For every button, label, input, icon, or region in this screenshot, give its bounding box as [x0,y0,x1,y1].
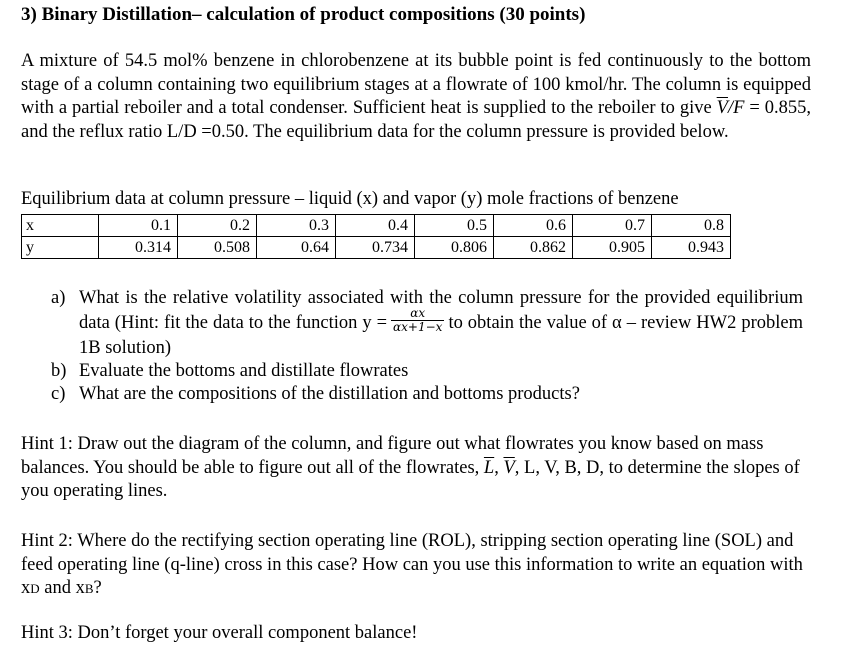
question-b-text: Evaluate the bottoms and distillate flowrates [79,361,409,381]
question-a [51,287,803,360]
xb-base: x [75,578,85,598]
problem-statement [21,50,811,144]
table-cell: 0.2 [178,215,257,237]
xd-base: x [21,578,31,598]
question-b [51,360,803,383]
question-a-label: a) [51,288,66,308]
intro-text-2: , and the reflux ratio L/D =0.50. The equilibrium data for the column pressure is provided below. [21,98,812,142]
vapor-boilup-symbol: $\overline{V}$ [716,98,728,118]
fit-function-fraction [391,307,444,334]
table-cell: 0.508 [178,237,257,259]
table-cell: 0.5 [415,215,494,237]
table-cell: 0.905 [573,237,652,259]
ratio-value: = 0.855 [744,98,807,118]
hint-1 [21,433,811,504]
hint-1-text: Hint 1: Draw out the diagram of the column, and figure out what flowrates you know based on mass balances. You should be able to figure out all of the flowrates, [21,434,764,478]
ratio-separator: / [727,98,734,118]
vapor-bar-symbol: $\overline{V}$ [503,457,515,478]
table-cell: 0.314 [99,237,178,259]
xd-subscript: D [30,581,40,596]
table-row-x [22,215,731,237]
table-cell: 0.4 [336,215,415,237]
xb-subscript: B [84,581,94,596]
row-label-y: y [22,237,99,259]
problem-heading: 3) Binary Distillation– calculation of product compositions (30 points) [21,4,586,25]
question-c [51,383,803,406]
equilibrium-table [21,214,731,259]
table-caption: Equilibrium data at column pressure – liquid (x) and vapor (y) mole fractions of benzene [21,189,679,209]
fraction-denominator: αx+1−x [393,320,443,334]
table-cell: 0.8 [652,215,731,237]
question-a-text-1: What is the relative volatility associated with the column pressure for the provided equilibrium data (Hint: fit the data to the function y = [79,288,803,333]
table-cell: 0.3 [257,215,336,237]
table-cell: 0.943 [652,237,731,259]
intro-text-1: A mixture of 54.5 mol% benzene in chlorobenzene at its bubble point is fed continuously to the bottom stage of a column containing two equilibrium stages at a flowrate of 100 kmol/hr. The column is equipped with a partial reboiler and a total condenser. Sufficient heat is supplied to the reboiler to give [21,51,811,118]
hint-2-and: and [39,578,76,598]
table-cell: 0.7 [573,215,652,237]
question-c-label: c) [51,384,66,404]
hint-2 [21,530,811,601]
liquid-bar-symbol: $\overline{L}$ [483,457,495,478]
table-cell: 0.862 [494,237,573,259]
question-b-label: b) [51,361,67,381]
table-cell: 0.64 [257,237,336,259]
xd-symbol [21,578,40,598]
table-row-y [22,237,731,259]
hint-2-text: Hint 2: Where do the rectifying section operating line (ROL), stripping section operating line (SOL) and feed operating line (q-line) cross in this case? How can you use this information to write an equation with [21,531,803,575]
hint-1-rest: , L, V, B, D, to determine the slopes of you operating lines. [21,457,800,501]
fraction-numerator: αx [391,307,444,321]
hint-3: Hint 3: Don’t forget your overall component balance! [21,623,418,643]
row-label-x: x [22,215,99,237]
table-cell: 0.806 [415,237,494,259]
table-cell: 0.734 [336,237,415,259]
table-cell: 0.6 [494,215,573,237]
table-cell: 0.1 [99,215,178,237]
question-list [51,287,803,406]
xb-symbol [76,578,94,598]
question-a-text-2: to obtain the value of α – review HW2 problem 1B solution) [79,312,803,358]
question-c-text: What are the compositions of the distillation and bottoms products? [79,384,580,404]
feed-symbol: F [733,98,745,118]
hint-1-separator: , [494,457,504,478]
hint-2-end: ? [93,578,102,598]
